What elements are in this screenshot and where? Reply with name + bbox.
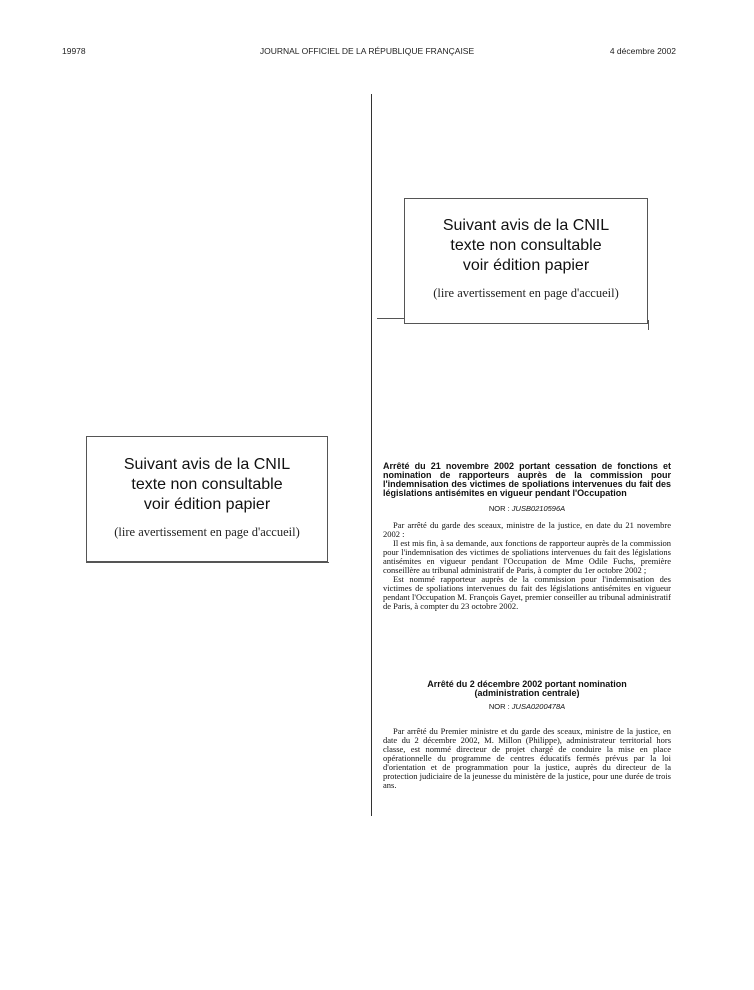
cnil-notice-line1: Suivant avis de la CNIL xyxy=(123,456,291,473)
cnil-notice-note: (lire avertissement en page d'accueil) xyxy=(114,525,300,539)
box-bottom-rule xyxy=(86,562,329,563)
nor-reference xyxy=(383,504,671,513)
box-tick-right xyxy=(648,320,649,330)
journal-title: JOURNAL OFFICIEL DE LA RÉPUBLIQUE FRANÇAISE xyxy=(259,46,475,56)
cnil-notice-line1: Suivant avis de la CNIL xyxy=(442,217,610,234)
issue-date: 4 décembre 2002 xyxy=(609,46,676,56)
article-paragraph: Par arrêté du Premier ministre et du garde des sceaux, ministre de la justice, en date du 2 décembre 2002, M. Millon (Philippe), administrateur territorial hors classe, est nommé directeur de projet chargé de conduire la mise en place opérationnelle du programme de centres éducatifs fermés prévus par la loi d'orientation et de programmation pour la justice, auprès du directeur de la protection judiciaire de la jeunesse du ministère de la justice, pour une durée de trois ans. xyxy=(383,726,671,790)
cnil-notice-note: (lire avertissement en page d'accueil) xyxy=(433,286,619,300)
box-tick-left xyxy=(377,318,405,319)
article-2 xyxy=(383,680,671,790)
page-number: 19978 xyxy=(62,46,86,56)
article-subtitle: (administration centrale) xyxy=(474,688,580,698)
nor-code: JUSB0210596A xyxy=(511,504,566,513)
cnil-notice-line3: voir édition papier xyxy=(462,257,590,274)
cnil-notice-box xyxy=(404,198,648,324)
nor-label: NOR : xyxy=(488,504,510,513)
article-paragraph: Par arrêté du garde des sceaux, ministre de la justice, en date du 21 novembre 2002 : xyxy=(383,520,671,539)
nor-code: JUSA0200478A xyxy=(511,702,566,711)
column-divider xyxy=(371,94,372,816)
article-paragraph: Est nommé rapporteur auprès de la commission pour l'indemnisation des victimes de spoliations intervenues du fait des législations antisémites en vigueur pendant l'Occupation M. François Gayet, premier conseiller au tribunal administratif de Paris, à compter du 23 octobre 2002. xyxy=(383,574,671,611)
article-title: Arrêté du 2 décembre 2002 portant nomination xyxy=(427,679,627,689)
cnil-notice-line3: voir édition papier xyxy=(143,496,271,513)
cnil-notice-line2: texte non consultable xyxy=(131,476,283,493)
nor-reference xyxy=(383,702,671,711)
cnil-notice-line2: texte non consultable xyxy=(450,237,602,254)
nor-label: NOR : xyxy=(488,702,510,711)
cnil-notice-box xyxy=(86,436,328,562)
article-title: Arrêté du 21 novembre 2002 portant cessation de fonctions et nomination de rapporteurs auprès de la commission pour l'indemnisation des victimes de spoliations intervenues du fait des législations antisémites en vigueur pendant l'Occupation xyxy=(383,461,671,498)
article-1 xyxy=(383,462,671,611)
article-paragraph: Il est mis fin, à sa demande, aux fonctions de rapporteur auprès de la commission pour l'indemnisation des victimes de spoliations intervenues du fait des législations antisémites en vigueur pendant l'Occupation de Mme Odile Fuchs, première conseillère au tribunal administratif de Paris, à compter du 1er octobre 2002 ; xyxy=(383,538,671,575)
